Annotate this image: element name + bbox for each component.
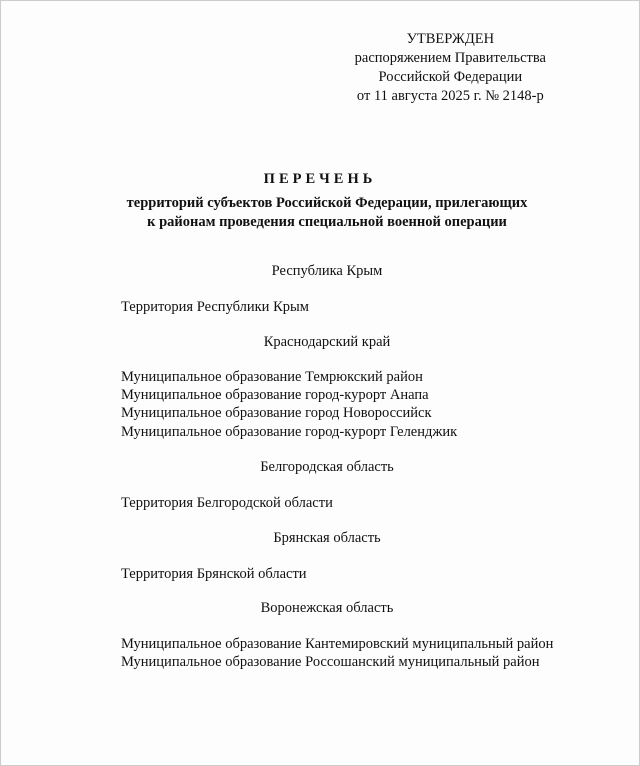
approval-stamp-block	[355, 30, 546, 106]
region-heading-belgorod: Белгородская область	[260, 459, 394, 475]
region-entry: Территория Брянской области	[121, 566, 307, 582]
region-heading-bryansk: Брянская область	[273, 530, 381, 546]
region-heading-krasnodar: Краснодарский край	[263, 334, 391, 350]
region-entry: Муниципальное образование Темрюкский район	[121, 369, 423, 385]
region-entry: Муниципальное образование Кантемировский муниципальный район	[121, 636, 554, 652]
approval-line-3: от 11 августа 2025 г. № 2148-р	[356, 88, 544, 104]
document-title: ПЕРЕЧЕНЬ	[263, 171, 377, 187]
subtitle-line-2: к районам проведения специальной военной операции	[147, 214, 507, 230]
region-entry: Муниципальное образование город-курорт Геленджик	[121, 424, 458, 440]
region-entry: Муниципальное образование Россошанский муниципальный район	[121, 654, 540, 670]
region-heading-crimea: Республика Крым	[271, 263, 383, 279]
document-subtitle	[0, 194, 640, 232]
approval-line-1: распоряжением Правительства	[354, 50, 546, 66]
region-heading-voronezh: Воронежская область	[260, 600, 394, 616]
approval-status: УТВЕРЖДЕН	[406, 31, 495, 47]
region-entry: Территория Республики Крым	[121, 299, 309, 315]
approval-line-2: Российской Федерации	[378, 69, 523, 85]
region-entry: Муниципальное образование город Новороссийск	[121, 405, 432, 421]
region-entry: Муниципальное образование город-курорт Анапа	[121, 387, 429, 403]
region-entry: Территория Белгородской области	[121, 495, 333, 511]
subtitle-line-1: территорий субъектов Российской Федерации, прилегающих	[126, 195, 528, 211]
